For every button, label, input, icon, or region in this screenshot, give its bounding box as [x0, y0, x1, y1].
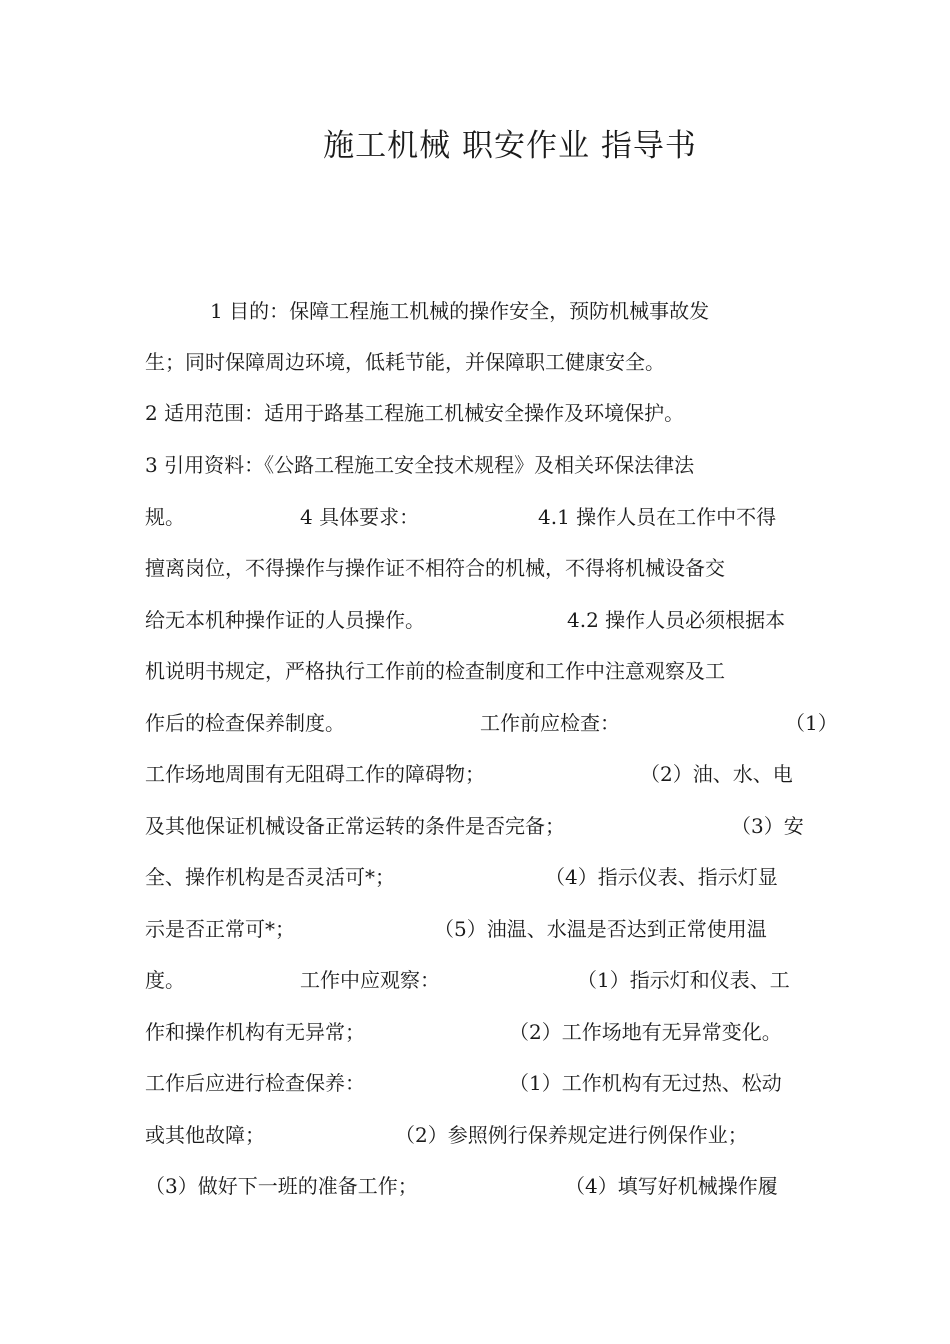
body-text-segment: 度。	[145, 968, 185, 992]
body-line	[145, 1120, 815, 1150]
body-text-segment: 4.1 操作人员在工作中不得	[538, 505, 777, 529]
body-line	[145, 605, 815, 635]
body-line	[145, 1068, 815, 1098]
body-text-segment: 4 具体要求：	[300, 505, 420, 529]
body-text-segment: 作后的检查保养制度。	[145, 711, 345, 735]
body-line	[145, 965, 815, 995]
body-text-segment: 或其他故障；	[145, 1123, 265, 1147]
body-line	[145, 347, 815, 377]
body-text-segment: （2）工作场地有无异常变化。	[509, 1020, 782, 1044]
body-text-segment: 示是否正常可*；	[145, 917, 295, 941]
document-title: 施工机械 职安作业 指导书	[323, 128, 697, 164]
body-text-segment: （3）做好下一班的准备工作；	[145, 1174, 418, 1198]
body-text-segment: 规。	[145, 505, 185, 529]
body-text-segment: （2）油、水、电	[640, 762, 793, 786]
body-text-segment: 机说明书规定，严格执行工作前的检查制度和工作中注意观察及工	[145, 659, 725, 683]
body-line	[145, 914, 815, 944]
body-text-segment: （1）	[785, 711, 838, 735]
body-text-segment: （4）指示仪表、指示灯显	[545, 865, 778, 889]
body-text-segment: （1）指示灯和仪表、工	[577, 968, 790, 992]
body-text-segment: （5）油温、水温是否达到正常使用温	[434, 917, 767, 941]
body-text-segment: 2 适用范围：适用于路基工程施工机械安全操作及环境保护。	[145, 401, 685, 425]
body-line	[145, 502, 815, 532]
body-text-segment: （2）参照例行保养规定进行例保作业；	[395, 1123, 748, 1147]
body-text-segment: 工作场地周围有无阻碍工作的障碍物；	[145, 762, 485, 786]
body-text-segment: （3）安	[731, 814, 804, 838]
body-text-segment: 作和操作机构有无异常；	[145, 1020, 365, 1044]
body-text-segment: 工作前应检查：	[480, 711, 620, 735]
body-text-segment: 及其他保证机械设备正常运转的条件是否完备；	[145, 814, 565, 838]
body-text-segment: 擅离岗位，不得操作与操作证不相符合的机械，不得将机械设备交	[145, 556, 725, 580]
body-text-segment: （1）工作机构有无过热、松动	[509, 1071, 782, 1095]
body-line	[145, 1171, 815, 1201]
body-line	[145, 553, 815, 583]
body-line	[145, 296, 815, 326]
body-line	[145, 862, 815, 892]
body-text-segment: 生；同时保障周边环境，低耗节能，并保障职工健康安全。	[145, 350, 665, 374]
body-line	[145, 656, 815, 686]
body-text-segment: 1 目的：保障工程施工机械的操作安全，预防机械事故发	[210, 299, 710, 323]
body-text-segment: 工作后应进行检查保养：	[145, 1071, 365, 1095]
body-text-segment: （4）填写好机械操作履	[565, 1174, 778, 1198]
body-line	[145, 811, 815, 841]
body-line	[145, 1017, 815, 1047]
body-text-segment: 全、操作机构是否灵活可*；	[145, 865, 395, 889]
body-line	[145, 398, 815, 428]
body-text-segment: 4.2 操作人员必须根据本	[567, 608, 786, 632]
body-line	[145, 708, 838, 738]
body-line	[145, 450, 815, 480]
body-text-segment: 3 引用资料：《公路工程施工安全技术规程》及相关环保法律法	[145, 453, 695, 477]
body-text-segment: 给无本机种操作证的人员操作。	[145, 608, 425, 632]
body-text-segment: 工作中应观察：	[300, 968, 440, 992]
body-line	[145, 759, 815, 789]
